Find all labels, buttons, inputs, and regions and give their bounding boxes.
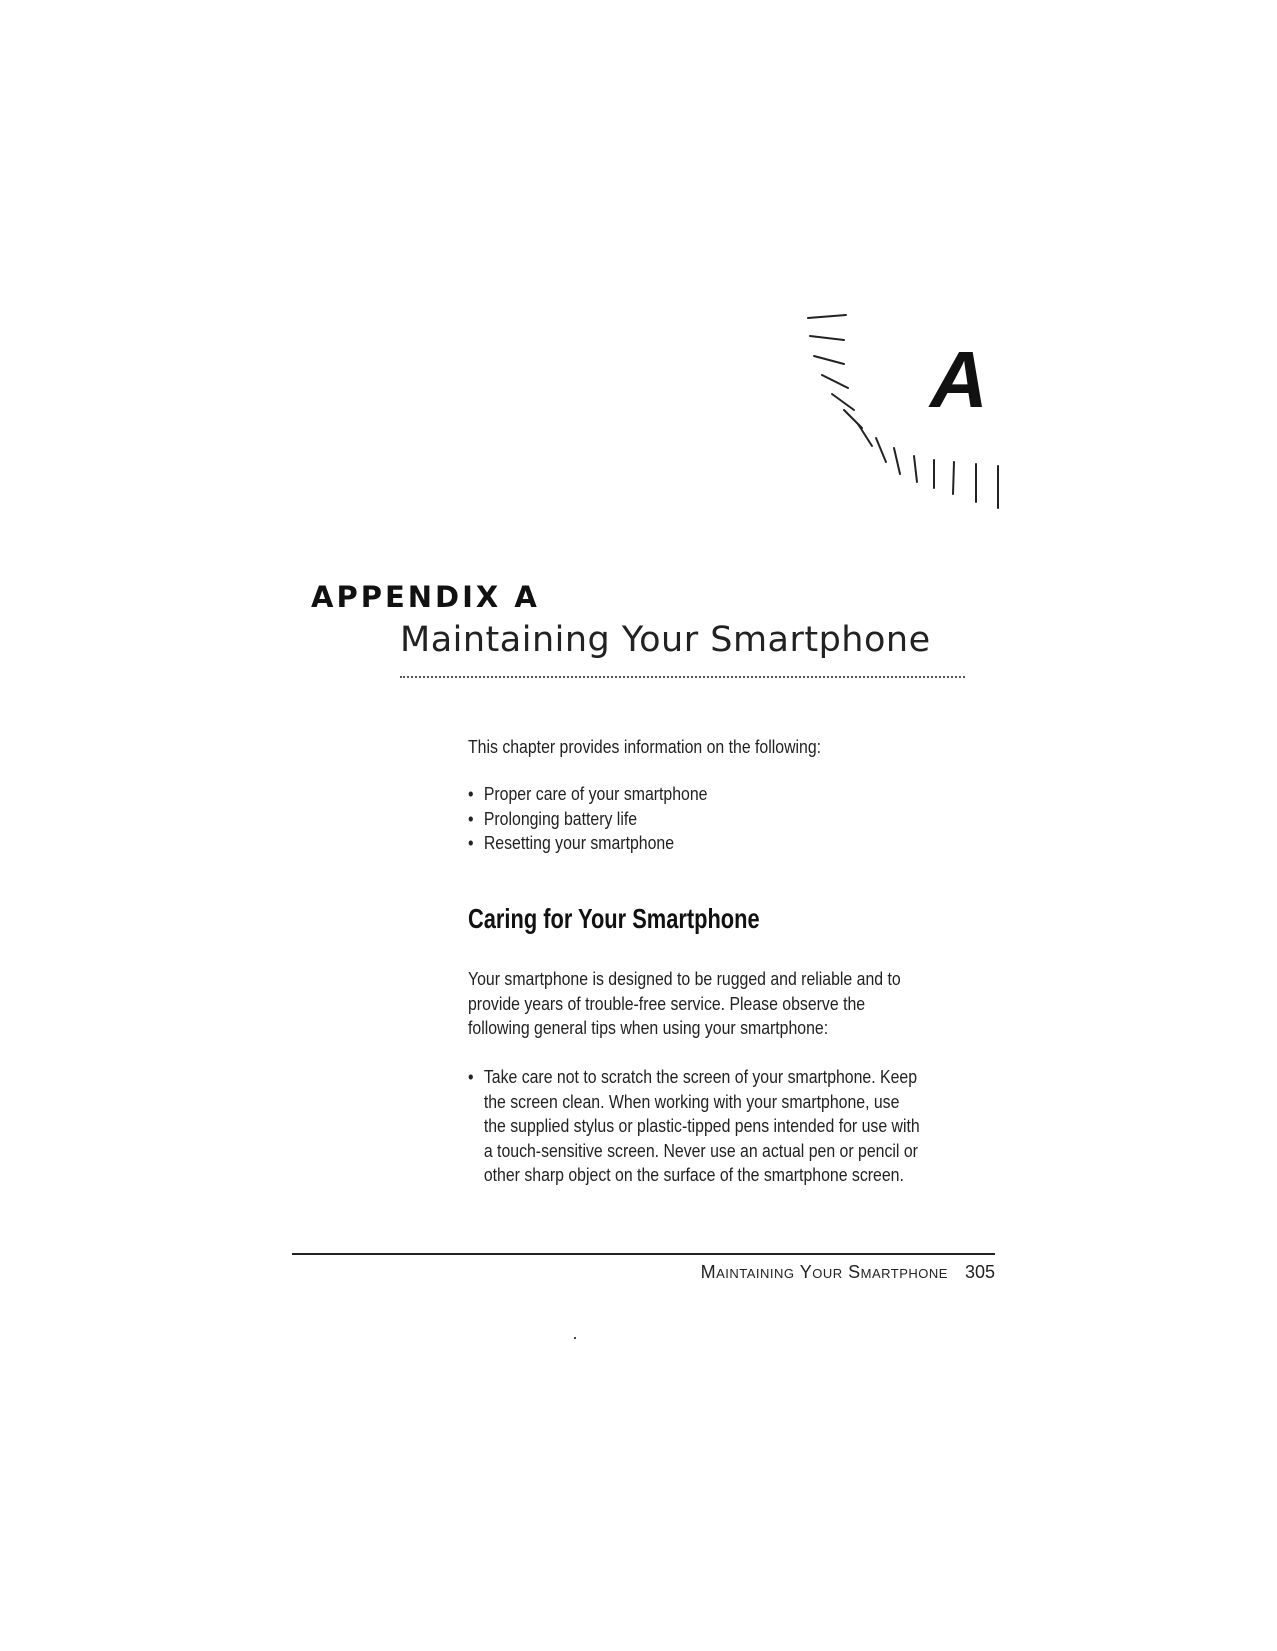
section-paragraph (468, 967, 901, 1041)
tip-line: other sharp object on the surface of the smartphone screen. (483, 1165, 904, 1185)
bullet-glyph: • (468, 1067, 474, 1087)
appendix-label: APPENDIX A (311, 580, 540, 614)
page-number: 305 (964, 1262, 995, 1282)
scan-speck (574, 1337, 576, 1339)
paragraph-line: following general tips when using your smartphone: (468, 1018, 829, 1038)
running-head: Maintaining Your Smartphone (700, 1262, 948, 1282)
paragraph-line: Your smartphone is designed to be rugged and reliable and to (468, 969, 901, 989)
list-item: • Proper care of your smartphone (468, 782, 707, 807)
intro-text: This chapter provides information on the following: (468, 737, 822, 757)
footer-rule (292, 1253, 995, 1255)
tip-line: the supplied stylus or plastic-tipped pens intended for use with (483, 1116, 920, 1136)
title-dotted-rule (400, 676, 965, 678)
tip-bullet (468, 1065, 920, 1188)
tip-line: a touch-sensitive screen. Never use an actual pen or pencil or (483, 1140, 918, 1161)
topic-list (468, 782, 707, 856)
chapter-title: Maintaining Your Smartphone (400, 620, 931, 660)
list-item: • Resetting your smartphone (468, 831, 707, 856)
list-item: • Prolonging battery life (468, 807, 707, 832)
paragraph-line: provide years of trouble-free service. Please observe the (468, 993, 866, 1014)
tip-line: Take care not to scratch the screen of your smartphone. Keep (483, 1067, 918, 1087)
tip-line: the screen clean. When working with your smartphone, use (483, 1091, 900, 1112)
page-footer (701, 1262, 995, 1283)
section-heading: Caring for Your Smartphone (468, 903, 760, 934)
chapter-letter: A (930, 335, 988, 424)
